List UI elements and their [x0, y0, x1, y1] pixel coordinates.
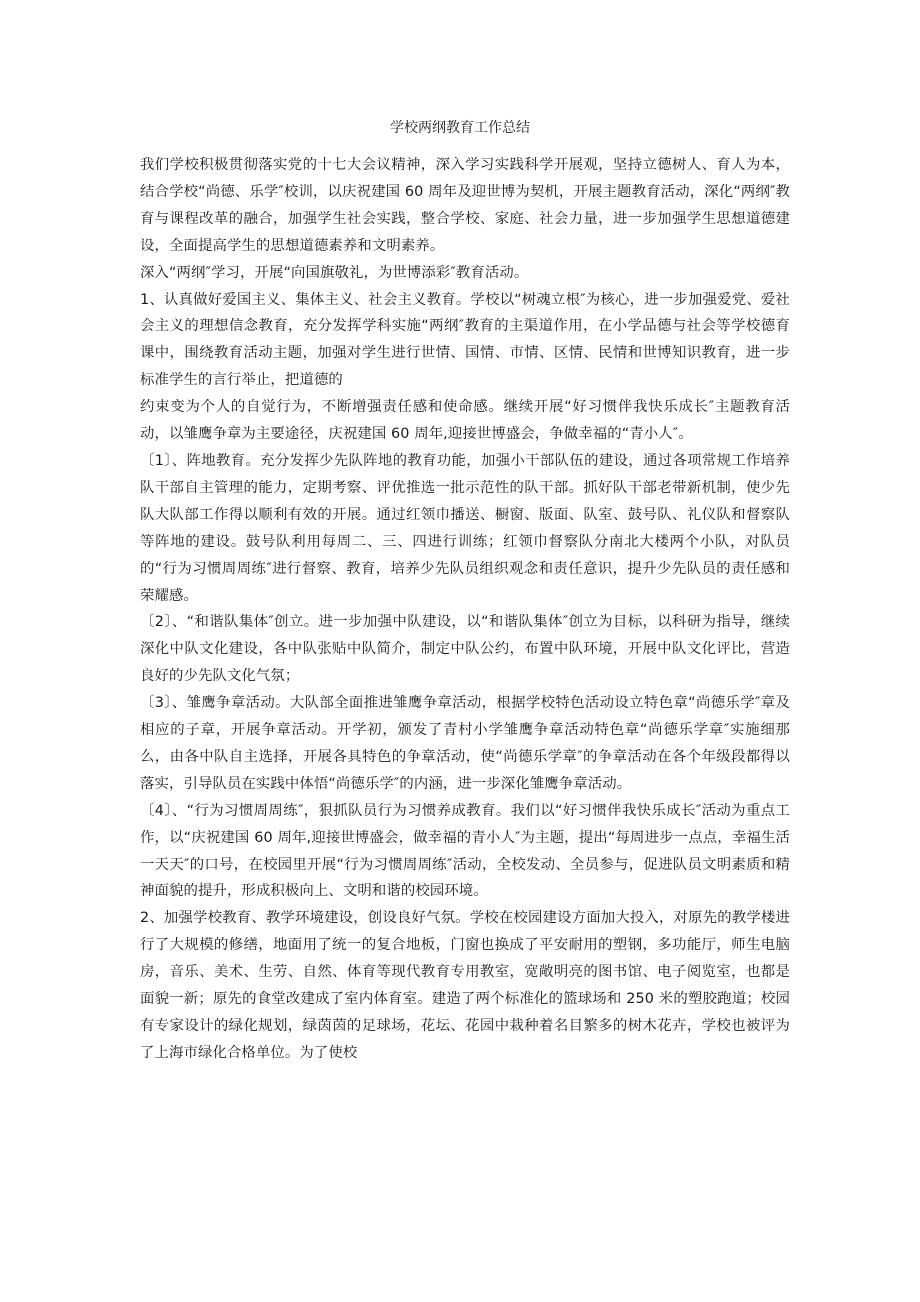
paragraph-subitem-1: 〔1〕、阵地教育。充分发挥少先队阵地的教育功能，加强小干部队伍的建设，通过各项常规工作培养队干部自主管理的能力，定期考察、评优推选一批示范性的队干部。抓好队干部老带新机制，使少先队大队部工作得以顺利有效的开展。通过红领巾播送、橱窗、版面、队室、鼓号队、礼仪队和督察队等阵地的建设。鼓号队利用每周二、三、四进行训练；红领巾督察队分南北大楼两个小队，对队员的“行为习惯周周练″进行督察、教育，培养少先队员组织观念和责任意识，提升少先队员的责任感和荣耀感。	[140, 452, 790, 604]
paragraph-intro: 我们学校积极贯彻落实党的十七大会议精神，深入学习实践科学开展观，坚持立德树人、育人为本，结合学校“尚德、乐学″校训，以庆祝建国 60 周年及迎世博为契机，开展主题教育活动，深化“两纲″教育与课程改革的融合，加强学生社会实践，整合学校、家庭、社会力量，进一步加强学生思想道德建设，全面提高学生的思想道德素养和文明素养。	[140, 157, 790, 254]
paragraph-subitem-2: 〔2〕、“和谐队集体″创立。进一步加强中队建设，以“和谐队集体″创立为目标，以科研为指导，继续深化中队文化建设，各中队张贴中队简介，制定中队公约，布置中队环境，开展中队文化评比，营造良好的少先队文化气氛；	[140, 614, 790, 685]
paragraph-item-1-continued: 约束变为个人的自觉行为，不断增强责任感和使命感。继续开展“好习惯伴我快乐成长″主题教育活动，以雏鹰争章为主要途径，庆祝建国 60 周年,迎接世博盛会，争做幸福的“青小人″。	[140, 399, 790, 443]
paragraph-subitem-3: 〔3〕、雏鹰争章活动。大队部全面推进雏鹰争章活动，根据学校特色活动设立特色章“尚德乐学″章及相应的子章，开展争章活动。开学初，颁发了青村小学雏鹰争章活动特色章“尚德乐学章″实施细那么，由各中队自主选择，开展各具特色的争章活动，使“尚德乐学章″的争章活动在各个年级段都得以落实，引导队员在实践中体悟“尚德乐学″的内涵，进一步深化雏鹰争章活动。	[140, 695, 790, 792]
paragraph-heading: 深入“两纲″学习，开展“向国旗敬礼，为世博添彩″教育活动。	[140, 264, 529, 281]
paragraph-subitem-4: 〔4〕、“行为习惯周周练″，狠抓队员行为习惯养成教育。我们以“好习惯伴我快乐成长″活动为重点工作，以“庆祝建国 60 周年,迎接世博盛会，做幸福的青小人″为主题，提出“每周进步一点点，幸福生活一天天″的口号，在校园里开展“行为习惯周周练″活动，全校发动、全员参与，促进队员文明素质和精神面貌的提升，形成积极向上、文明和谐的校园环境。	[140, 802, 790, 900]
paragraph-item-1: 1、认真做好爱国主义、集体主义、社会主义教育。学校以“树魂立根″为核心，进一步加强爱党、爱社会主义的理想信念教育，充分发挥学科实施“两纲″教育的主渠道作用，在小学品德与社会等学校德育课中，围绕教育活动主题，加强对学生进行世情、国情、市情、区情、民情和世博知识教育，进一步标准学生的言行举止，把道德的	[140, 291, 790, 389]
document-body	[140, 152, 790, 1067]
document-title: 学校两纲教育工作总结	[390, 120, 530, 136]
paragraph-item-2: 2、加强学校教育、教学环境建设，创设良好气氛。学校在校园建设方面加大投入，对原先的教学楼进行了大规模的修缮，地面用了统一的复合地板，门窗也换成了平安耐用的塑钢，多功能厅，师生电脑房，音乐、美术、生劳、自然、体育等现代教育专用教室，宽敞明亮的图书馆、电子阅览室，也都是面貌一新；原先的食堂改建成了室内体育室。建造了两个标准化的篮球场和 250 米的塑胶跑道；校园有专家设计的绿化规划，绿茵茵的足球场，花坛、花园中栽种着名目繁多的树木花卉，学校也被评为了上海市绿化合格单位。为了使校	[140, 910, 790, 1061]
